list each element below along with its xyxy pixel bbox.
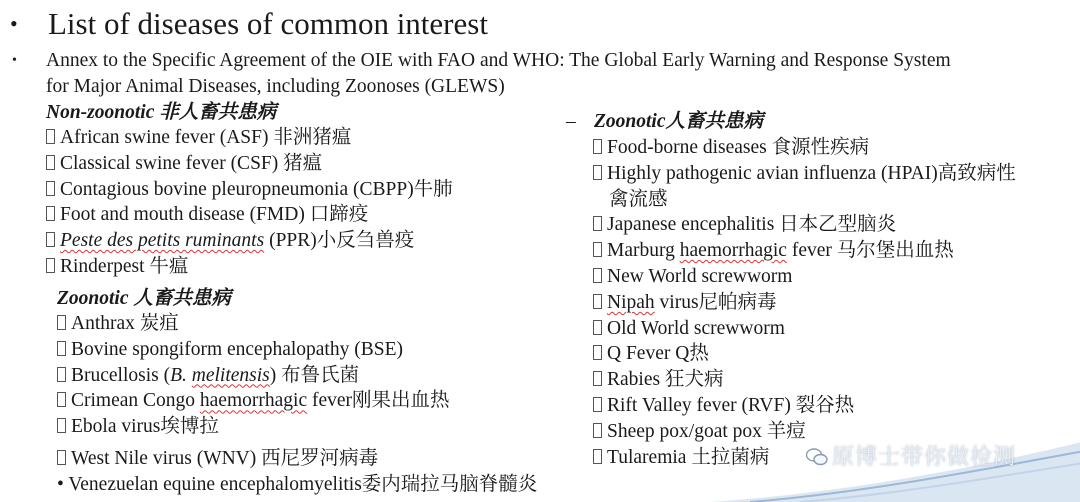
checkbox-icon xyxy=(46,258,55,273)
zoonotic-heading: Zoonotic 人畜共患病 xyxy=(57,288,231,309)
checkbox-icon xyxy=(593,165,602,180)
list-item: Japanese encephalitis 日本乙型脑炎 xyxy=(593,212,1016,238)
checkbox-icon xyxy=(593,423,602,438)
checkbox-icon xyxy=(593,216,602,231)
list-item: Q Fever Q热 xyxy=(593,341,1016,367)
checkbox-icon xyxy=(46,206,55,221)
list-item: Marburg haemorrhagic fever 马尔堡出血热 xyxy=(593,238,1016,264)
list-item: Classical swine fever (CSF) 猪瘟 xyxy=(46,151,453,177)
checkbox-icon xyxy=(593,345,602,360)
zoonotic-right-heading: – Zoonotic人畜共患病 xyxy=(566,111,763,132)
list-item: Rinderpest 牛瘟 xyxy=(46,254,453,280)
checkbox-icon xyxy=(593,320,602,335)
annex-text xyxy=(12,48,951,100)
checkbox-icon xyxy=(46,155,55,170)
checkbox-icon xyxy=(593,371,602,386)
list-item: West Nile virus (WNV) 西尼罗河病毒 xyxy=(57,446,450,472)
checkbox-icon xyxy=(57,315,66,330)
watermark: 原博士带你做检测 xyxy=(806,440,1016,471)
checkbox-icon xyxy=(46,232,55,247)
checkbox-icon xyxy=(593,139,602,154)
list-item: Crimean Congo haemorrhagic fever刚果出血热 xyxy=(57,388,450,414)
checkbox-icon xyxy=(46,181,55,196)
checkbox-icon xyxy=(593,449,602,464)
zoonotic-right-section xyxy=(566,110,763,134)
slide-title: • List of diseases of common interest xyxy=(10,4,488,44)
list-item: Nipah virus尼帕病毒 xyxy=(593,290,1016,316)
checkbox-icon xyxy=(57,418,66,433)
annex-line-2: for Major Animal Diseases, including Zoonoses (GLEWS) xyxy=(46,76,505,97)
checkbox-icon xyxy=(593,294,602,309)
list-item: Anthrax 炭疽 xyxy=(57,311,450,337)
list-item: Brucellosis (B. melitensis) 布鲁氏菌 xyxy=(57,363,450,389)
list-item: Foot and mouth disease (FMD) 口蹄疫 xyxy=(46,202,453,228)
list-item: Bovine spongiform encephalopathy (BSE) xyxy=(57,337,450,363)
list-item: Rabies 狂犬病 xyxy=(593,367,1016,393)
list-item: Contagious bovine pleuropneumonia (CBPP)牛肺 xyxy=(46,177,453,203)
checkbox-icon xyxy=(593,268,602,283)
list-item: Sheep pox/goat pox 羊痘 xyxy=(593,419,1016,445)
dash-icon: – xyxy=(566,111,576,132)
list-item: Food-borne diseases 食源性疾病 xyxy=(593,135,1016,161)
non-zoonotic-heading: Non-zoonotic 非人畜共患病 xyxy=(46,102,277,123)
bullet-icon: • xyxy=(12,53,17,68)
checkbox-icon xyxy=(57,392,66,407)
checkbox-icon xyxy=(593,397,602,412)
list-item-continuation: 禽流感 xyxy=(609,188,668,210)
list-item: Peste des petits ruminants (PPR)小反刍兽疫 xyxy=(46,228,453,254)
checkbox-icon xyxy=(57,367,66,382)
list-item: African swine fever (ASF) 非洲猪瘟 xyxy=(46,125,453,151)
list-item: Old World screwworm xyxy=(593,316,1016,342)
zoonotic-left-section xyxy=(57,287,450,472)
annex-line-1: Annex to the Specific Agreement of the OIE with FAO and WHO: The Global Early Warning and Response System xyxy=(46,50,951,71)
wechat-icon xyxy=(806,448,828,466)
list-item-extra: • Venezuelan equine encephalomyelitis委内瑞拉马脑脊髓炎 xyxy=(57,474,538,495)
non-zoonotic-section xyxy=(46,101,453,280)
checkbox-icon xyxy=(593,242,602,257)
list-item: Ebola virus埃博拉 xyxy=(57,414,450,440)
checkbox-icon xyxy=(46,129,55,144)
list-item: Highly pathogenic avian influenza (HPAI)高致病性 xyxy=(593,161,1016,187)
checkbox-icon xyxy=(57,450,66,465)
list-item: Rift Valley fever (RVF) 裂谷热 xyxy=(593,393,1016,419)
list-item: New World screwworm xyxy=(593,264,1016,290)
checkbox-icon xyxy=(57,341,66,356)
list-item: Tularemia 土拉菌病 xyxy=(593,445,1016,471)
zoonotic-right-list xyxy=(593,135,1016,470)
bullet-icon: • xyxy=(10,11,18,36)
